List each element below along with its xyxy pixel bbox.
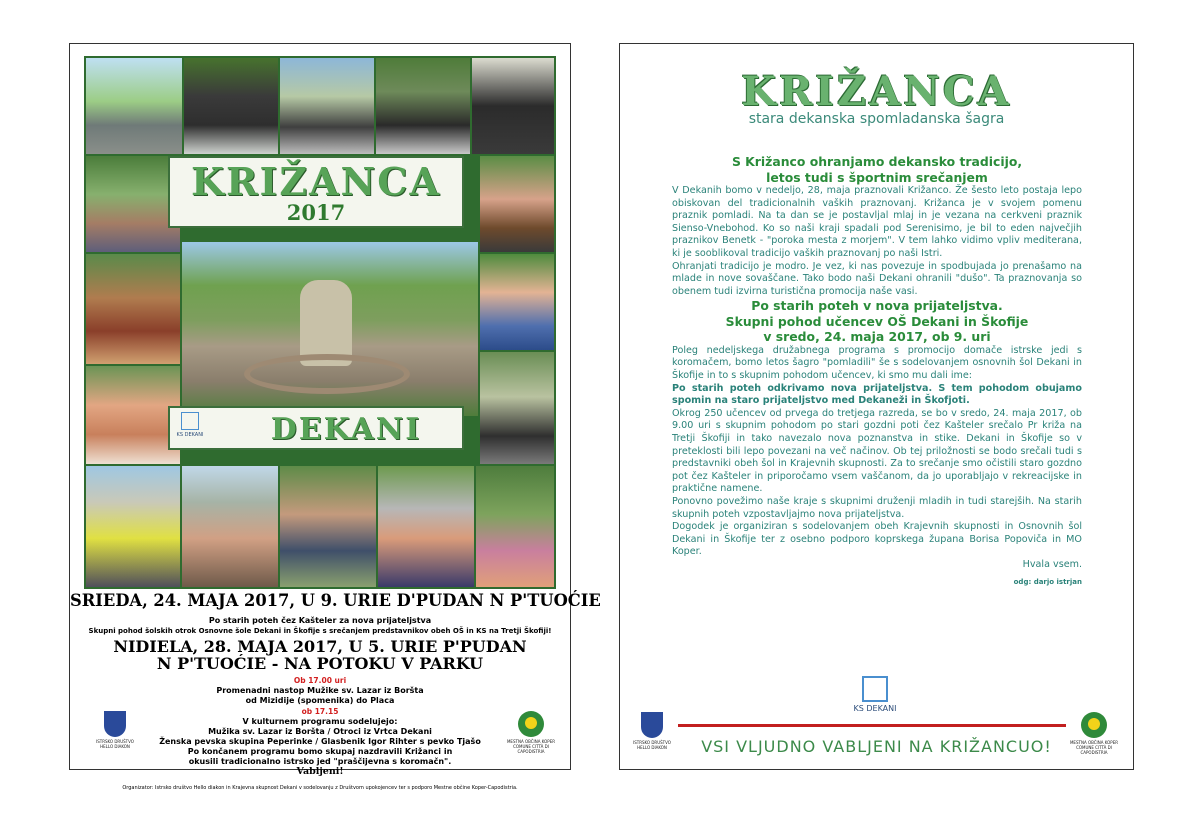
right-subtitle: stara dekanska spomladanska šagra <box>748 111 1005 127</box>
photo-choir-women <box>376 58 470 154</box>
photo-crowd <box>86 156 180 252</box>
welcome-text-visible: Vabljeni! <box>296 766 344 777</box>
photo-grandpa-child <box>378 466 474 587</box>
poster-year: 2017 <box>286 200 346 225</box>
performers-2: Ženska pevska skupina Peperinke / Glasbenik Igor Rihter s pevko Tjašo <box>159 737 481 746</box>
promenade-route: od Mizidije (spomenika) do Placa <box>245 696 395 705</box>
photo-boys <box>480 254 554 350</box>
paragraph-1: V Dekanih bomo v nedeljo, 28, maja praznovali Križanco. Že šesto leto postaja lepo obiskovan del tradicionalnih vaških praznovanj. Križanca je v svojem pomenu praznik pomladi. Na ta dan se je postavljal mlaj in je vezana na cerkveni praznik Sienso-Vnebohod. Ko so naši kraji spadali pod Serenisimo, je bil to eden največjih praznikov Benetk - "poroka mesta z morjem". V tem lahko vidimo vpliv mediterana, ki je sooblikoval tradicijo vaških praznovanj po naši Istri. <box>672 185 1082 259</box>
time-1715: ob 17.15 <box>301 707 339 716</box>
photo-safety-kids <box>86 466 180 587</box>
photo-monument-park <box>182 242 478 416</box>
paragraph-2: Ohranjati tradicijo je modro. Je vez, ki nas povezuje in spodbujada jo prenašamo na mlade in nove sovaščane. Tako bodo naši Dekani ohranili "dušo". Ta praznovanja so obenem tudi izvirna turistična promocija naše vasi. <box>672 260 1082 297</box>
heading-2c: v sredo, 24. maja 2017, ob 9. uri <box>763 329 991 345</box>
invitation-text: VSI VLJUDNO VABLJENI NA KRIŽANCUO! <box>701 737 1052 756</box>
dish-line: okusili tradicionalno istrsko jed "praščijevna s koromačn". <box>188 757 452 766</box>
article-body <box>672 154 1082 588</box>
koper-sun-icon <box>518 711 544 737</box>
ks-logo-icon-right <box>862 676 888 702</box>
event1-description: Skupni pohod šolskih otrok Osnovne šole Dekani in Škofije s srečanjem predstavnikov obeh OŠ in KS na Tretji Škofiji! <box>88 627 552 635</box>
photo-family <box>280 466 376 587</box>
title-panel <box>168 156 464 228</box>
photo-brass-band-street <box>86 58 182 154</box>
paragraph-6: Ponovno povežimo naše kraje s skupnimi druženji mladih in tudi starejših. Na starih skupnih poteh vzpostavljajmo nova prijateljstva. <box>672 495 1082 520</box>
program-intro: V kulturnem programu sodelujejo: <box>242 717 398 726</box>
red-divider <box>678 724 1066 727</box>
photo-choir-stage <box>184 58 278 154</box>
right-title: KRIŽANCA <box>741 68 1012 115</box>
ks-logo-text: KS DEKANI <box>176 432 204 438</box>
paragraph-4: Po starih poteh odkrivamo nova prijateljstva. S tem pohodom obujamo spomin na staro prijateljstvo med Dekaneži in Škofjoti. <box>672 382 1082 407</box>
crest-right-caption-right: MESTNA OBČINA KOPER COMUNE CITTÀ DI CAPODISTRIA <box>1069 740 1119 755</box>
event1-heading: SRIEDA, 24. MAJA 2017, U 9. URIE D'PUDAN N P'TUOĆIE <box>70 591 601 610</box>
performers-1: Mužika sv. Lazar iz Boršta / Otroci iz Vrtca Dekani <box>208 727 432 736</box>
thanks-line: Hvala vsem. <box>1022 558 1082 570</box>
photo-storyteller <box>86 254 180 364</box>
time-1700: Ob 17.00 uri <box>293 676 347 685</box>
event2-heading: NIDIELA, 28. MAJA 2017, U 5. URIE P'PUDAN <box>113 637 527 656</box>
photo-mother-child <box>86 366 180 464</box>
promenade-line: Promenadni nastop Mužike sv. Lazar iz Boršta <box>216 686 424 695</box>
heading-1b: letos tudi s športnim srečanjem <box>766 169 988 185</box>
signature: odg: darjo istrjan <box>1013 577 1082 586</box>
goat-shield-icon-right <box>641 712 663 738</box>
goat-shield-icon <box>104 711 126 737</box>
crest-left <box>92 711 138 749</box>
photo-audience <box>476 466 554 587</box>
crest-right <box>506 711 556 754</box>
photo-collage <box>84 56 556 589</box>
photo-group-sitting <box>182 466 278 587</box>
ks-logo-icon <box>181 412 199 430</box>
photo-musicians-evening <box>480 352 554 464</box>
place-name: DEKANI <box>270 412 422 447</box>
organizer-footer: Organizator: Istrsko društvo Hello diakon in Krajevna skupnost Dekani v sodelovanju z Društvom upokojencev ter s podporo Mestne občine Koper-Capodistria. <box>122 785 518 791</box>
event1-subtitle: Po starih poteh čez Kašteler za nova prijateljstva <box>208 616 432 625</box>
poster-title: KRIŽANCA <box>190 159 442 204</box>
heading-2a: Po starih poteh v nova prijateljstva. <box>751 298 1003 314</box>
crest-right-right-poster <box>1066 712 1122 755</box>
photo-accordion-group <box>280 58 374 154</box>
crest-left-caption: ISTRSKO DRUŠTVO HELLO DIAKON <box>96 739 134 749</box>
paragraph-7: Dogodek je organiziran s sodelovanjem obeh Krajevnih skupnosti in Osnovnih šol Dekani in Škofije ter z osebno podporo koprskega župana Borisa Popoviča in MO Koper. <box>672 521 1082 558</box>
crest-left-right-poster <box>628 712 676 750</box>
ks-logo-text-right: KS DEKANI <box>853 704 897 713</box>
paragraph-3: Poleg nedeljskega družabnega programa s promocijo domače istrske jedi s koromačem, bomo letos šagro "pomladili" še s sodelovanjem osnovnih šol Dekani in Škofije in to s skupnim pohodom učencev, ki smo mu dali ime: <box>672 344 1082 382</box>
fountain-basin <box>244 354 410 394</box>
ks-dekani-logo-right <box>845 676 905 713</box>
photo-guitarist <box>480 156 554 252</box>
koper-sun-icon-right <box>1081 712 1107 738</box>
heading-1a: S Križanco ohranjamo dekansko tradicijo, <box>731 154 1023 169</box>
event2-location: N P'TUOĆIE - NA POTOKU V PARKU <box>156 654 484 673</box>
toast-line: Po končanem programu bomo skupaj nazdravili Križanci in <box>187 747 453 756</box>
ks-dekani-logo <box>176 412 204 446</box>
crest-left-caption-right: ISTRSKO DRUŠTVO HELLO DIAKON <box>633 740 671 750</box>
poster-left <box>69 43 601 791</box>
crest-right-caption: MESTNA OBČINA KOPER COMUNE CITTÀ DI CAPODISTRIA <box>506 739 556 754</box>
paragraph-5: Okrog 250 učencev od prvega do tretjega razreda, se bo v sredo, 24. maja 2017, ob 9.00 uri s skupnim pohodom po stari gozdni poti čez Kašteler srečalo Pr križa na Tretji Škofiji in tako navezalo nova poznanstva in stike. Dekani in Škofije so v preteklosti bili lepo povezani na več načinov. Ob tej priložnosti se bodo srečali tudi s predstavniki obeh šol in Krajevnih skupnosti. Za to srečanje smo očistili staro gozdno pot čez Kašteler in priporočamo vsem vaščanom, da jo uporabljajo v rekreacijske in praktične namene. <box>672 407 1082 495</box>
heading-2b: Skupni pohod učencev OŠ Dekani in Škofije <box>725 313 1029 329</box>
poster-right <box>619 43 1134 770</box>
photo-men-singers <box>472 58 554 154</box>
place-panel <box>168 406 464 450</box>
